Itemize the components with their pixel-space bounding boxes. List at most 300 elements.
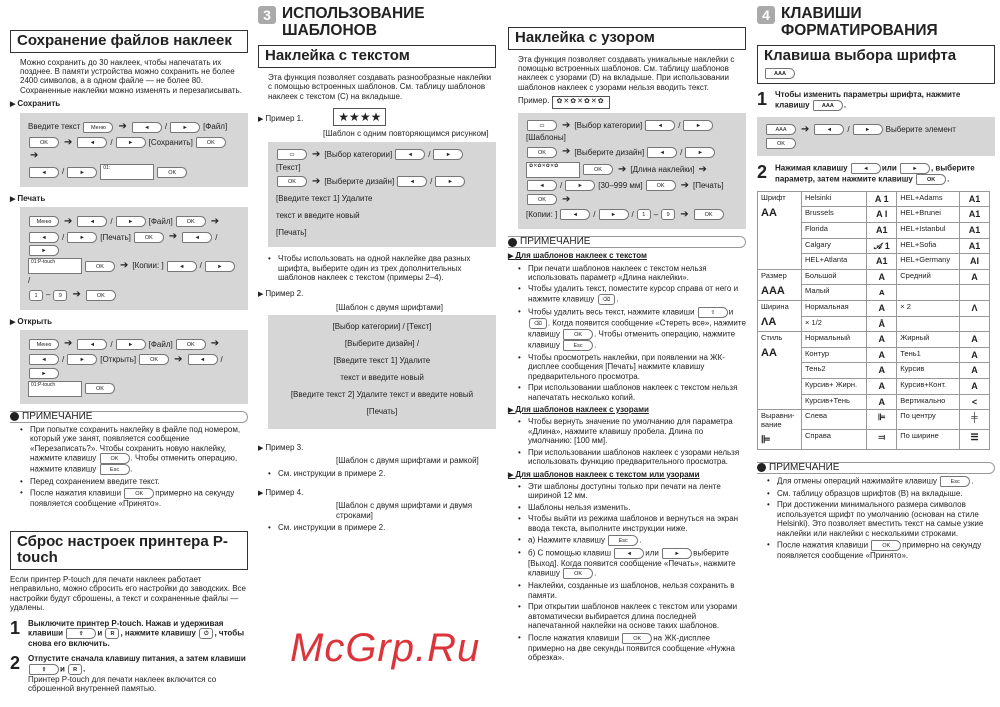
option-cell: Helsinki (802, 191, 867, 207)
key-right-icon: ► (900, 163, 930, 174)
table-row (758, 191, 990, 207)
arrow-icon: ➔ (64, 215, 73, 227)
option-cell: Calgary (802, 238, 867, 254)
text: Чтобы изменить параметры шрифта, нажмите клавишу (775, 90, 961, 110)
text: Эти шаблоны доступны только при печати на ленте шириной 12 мм. (528, 481, 721, 501)
key-ok-icon: OK (622, 633, 652, 644)
key-ok-icon: OK (134, 232, 164, 243)
table-row (758, 300, 990, 316)
sample-cell: < (960, 394, 990, 410)
key-right-icon: ► (599, 209, 629, 220)
note-item (518, 307, 746, 351)
key-backspace-icon: ⌫ (598, 294, 616, 305)
text: Перед сохранением введите текст. (30, 476, 160, 486)
step-1-text (775, 90, 995, 110)
note-header: ПРИМЕЧАНИЕ (508, 236, 746, 248)
text: [30–999 мм] (598, 180, 643, 190)
category-cell: Стиль AA (758, 332, 802, 410)
sequence-row (28, 231, 240, 256)
text: Выключите принтер P-touch. Нажав и удерживая клавиши (28, 618, 224, 638)
text: . Когда появится сообщение «Стереть все», нажмите клавишу (528, 318, 746, 339)
note-header: ПРИМЕЧАНИЕ (10, 411, 248, 423)
category-cell: Шрифт AA (758, 191, 802, 269)
option-cell: Нормальный (802, 332, 867, 348)
key-ok-icon: OK (157, 167, 187, 178)
sequence-row (276, 149, 488, 172)
text: / (847, 125, 850, 135)
sequence-row (526, 207, 738, 222)
arrow-icon: ➔ (120, 260, 129, 272)
example-3: ▶ Пример 3. (258, 443, 496, 453)
sequence-row (276, 390, 488, 405)
key-right-icon: ► (435, 176, 465, 187)
sequence-row (276, 322, 488, 337)
text: При попытке сохранить наклейку в файле под номером, который уже занят, появляется сообщение «Перезаписать?». Чтобы сохранить новую наклейку, нажмите клавишу (30, 424, 241, 463)
option-cell (897, 285, 960, 301)
text: и (728, 307, 734, 317)
text: Выберите элемент (885, 125, 956, 135)
watermark: McGrp.Ru (290, 626, 481, 670)
key-right-icon: ► (67, 232, 97, 243)
key-меню-icon: Меню (83, 122, 113, 133)
key-right-icon: ► (685, 147, 715, 158)
text: [Печать] (366, 407, 398, 417)
category-icon: ⊫ (761, 433, 771, 446)
text: [Выберите дизайн] (324, 176, 395, 186)
option-cell: Нормальная (802, 300, 867, 316)
text: [Текст] (276, 162, 301, 172)
key-left-icon: ◄ (29, 232, 59, 243)
key-left-icon: ◄ (132, 122, 162, 133)
key-1-icon: 1 (637, 209, 651, 220)
key-left-icon: ◄ (614, 548, 644, 559)
arrow-icon: ➔ (312, 148, 321, 160)
option-cell: HEL+Atlanta (802, 254, 867, 270)
key-ok-icon: OK (583, 164, 613, 175)
section-title: Сохранение файлов наклеек (10, 30, 248, 53)
sample-cell: ⊫ (867, 410, 897, 430)
sequence-row (276, 191, 488, 206)
arrow-icon: ➔ (72, 289, 81, 301)
key-shift-icon: ⇧ (698, 307, 728, 318)
sample-cell: 𝒜 1 (867, 238, 897, 254)
note-item (518, 503, 746, 512)
text: / (631, 210, 634, 220)
key-right-icon: ► (116, 339, 146, 350)
note-item (518, 383, 746, 402)
sample-cell: A1 (867, 254, 897, 270)
text: Для отмены операций нажимайте клавишу (777, 476, 937, 486)
key-ok-icon: OK (196, 137, 226, 148)
table-row (758, 410, 990, 430)
key-меню-icon: Меню (29, 216, 59, 227)
sample-cell: A1 (867, 222, 897, 238)
key-sequence (268, 315, 496, 429)
arrow-icon: ➔ (562, 119, 571, 131)
lcd-display: 01: (100, 164, 154, 180)
step-2-text (775, 163, 995, 185)
text: / (680, 147, 683, 157)
arrow-icon: ➔ (174, 353, 183, 365)
text: . (971, 476, 974, 486)
key-left-icon: ◄ (560, 209, 590, 220)
text: . Чтобы отменить операцию, нажмите клавишу (528, 329, 736, 350)
category-cell: Ширина ΛA (758, 300, 802, 331)
note-item (518, 548, 746, 579)
arrow-icon: ➔ (210, 338, 220, 350)
sample-cell: A1 (960, 238, 990, 254)
option-cell: Справа (802, 430, 867, 450)
key-left-icon: ◄ (527, 180, 557, 191)
key-right-icon: ► (67, 354, 97, 365)
sequence-row (526, 180, 738, 206)
sequence-row (28, 381, 240, 397)
text: При печати шаблонов наклеек с текстом нельзя использовать параметр «Длина наклейки». (528, 263, 707, 283)
key-right-icon: ► (170, 122, 200, 133)
table-row (758, 269, 990, 285)
sample-cell: A I (867, 207, 897, 223)
text: / (110, 137, 113, 147)
key-left-icon: ◄ (77, 339, 107, 350)
sample-cell: A1 (960, 191, 990, 207)
arrow-icon: ➔ (64, 136, 73, 148)
key-left-icon: ◄ (851, 163, 881, 174)
sequence-row (28, 137, 240, 163)
note-item (518, 448, 746, 467)
text: / (199, 261, 202, 271)
text: / (593, 210, 596, 220)
sample-cell: A (867, 300, 897, 316)
option-cell: × 2 (897, 300, 960, 316)
example-caption: [Шаблон с двумя шрифтами] (336, 302, 443, 312)
text: [Файл] (148, 339, 173, 349)
option-cell: По ширине (897, 430, 960, 450)
key-ok-icon: OK (694, 209, 724, 220)
key-9-icon: 9 (53, 290, 67, 301)
note-item (20, 488, 248, 508)
text: – (653, 210, 659, 220)
text: . (594, 340, 597, 350)
option-cell: Средний (897, 269, 960, 285)
text: [Введите текст 2] Удалите текст и введите новый (290, 390, 474, 400)
sample-cell (960, 285, 990, 301)
text: [Выберите дизайн] / (344, 339, 420, 349)
option-cell: Большой (802, 269, 867, 285)
text: [Выберите дизайн] (574, 147, 645, 157)
text: При открытии шаблонов наклеек с текстом или узорами автоматически выбирается длина последней напечатанной наклейки на основе таких шаблонов. (528, 602, 738, 631)
text: Чтобы удалить текст, поместите курсор справа от него и нажмите клавишу (528, 284, 739, 304)
note-item (767, 500, 995, 538)
arrow-icon: ➔ (698, 163, 707, 175)
key-sequence (20, 330, 248, 404)
note-icon (10, 412, 19, 421)
text: Чтобы выйти из режима шаблонов и вернуться на экран ввода текста, выполните инструкции ниже. (528, 514, 739, 533)
text: / (678, 120, 681, 130)
note-group-title: ▶ Для шаблонов наклеек с текстом или узорами (508, 470, 746, 480)
text: [Копии: ] (132, 261, 164, 271)
key-sequence (20, 113, 248, 188)
text: [Печать] (276, 227, 307, 237)
key-esc-icon: Esc (563, 340, 593, 351)
text: или (881, 163, 897, 173)
option-cell: HEL+Istanbul (897, 222, 960, 238)
key-esc-icon: Esc (940, 476, 970, 487)
key-ok-icon: OK (176, 216, 206, 227)
key-ok-icon: OK (527, 147, 557, 158)
option-cell: По центру (897, 410, 960, 430)
section-title: Наклейка с текстом (258, 45, 496, 68)
text: . Чтобы отменить операцию, нажмите клавишу (30, 453, 238, 474)
text: [Шаблоны] (526, 133, 566, 143)
category-icon: AA (761, 206, 777, 219)
note-item (20, 425, 248, 475)
sample-cell: A (960, 363, 990, 379)
key-ok-icon: OK (563, 329, 593, 340)
option-cell: Курсив+Тень (802, 394, 867, 410)
note-item (518, 514, 746, 533)
text: и (60, 664, 65, 674)
key-ok-icon: OK (85, 261, 115, 272)
text: . (843, 100, 847, 110)
option-cell: Florida (802, 222, 867, 238)
arrow-icon: ➔ (64, 338, 73, 350)
text: При использовании шаблонов наклеек с текстом нельзя напечатать несколько копий. (528, 383, 738, 402)
text: При использовании шаблонов наклеек с узорами нельзя использовать функцию предварительного просмотра. (528, 447, 740, 467)
text: Чтобы удалить весь текст, нажмите клавиши (528, 307, 695, 317)
text: [Открыть] (100, 355, 137, 364)
key-right-icon: ► (67, 167, 97, 178)
key-r-icon: R (105, 628, 119, 639)
note-group-title: ▶ Для шаблонов наклеек с узорами (508, 405, 746, 415)
key-ok-icon: OK (139, 354, 169, 365)
key-template-icon: ▭ (277, 149, 307, 160)
option-cell: Курсив (897, 363, 960, 379)
arrow-icon: ➔ (30, 150, 39, 162)
key-ok-icon: OK (85, 383, 115, 394)
text: [Сохранить] (148, 137, 193, 147)
intro-text: Эта функция позволяет создавать разнообразные наклейки с помощью встроенных шаблонов. См. таблицу шаблонов наклеек с текстом (C) на вкладыше. (268, 72, 492, 101)
pattern-sample-image: ✿✕✿✕✿✕✿ (552, 96, 610, 108)
key-power-icon: ⏻ (199, 628, 213, 639)
key-right-icon: ► (853, 124, 883, 135)
example-4: ▶ Пример 4. (258, 488, 496, 498)
key-ok-icon: OK (563, 568, 593, 579)
key-right-icon: ► (683, 120, 713, 131)
option-cell: Курсив+Конт. (897, 379, 960, 395)
option-cell: Слева (802, 410, 867, 430)
key-ok-icon: OK (871, 540, 901, 551)
font-key: AAA (765, 68, 795, 79)
arrow-icon: ➔ (680, 208, 689, 220)
key-left-icon: ◄ (167, 261, 197, 272)
text: См. таблицу образцов шрифтов (B) на вкладыше. (777, 488, 963, 498)
text: [Выбор категории] / [Текст] (332, 322, 432, 332)
text: [Копии: ] (526, 210, 558, 220)
option-cell: HEL+Brunei (897, 207, 960, 223)
note-item (518, 264, 746, 283)
text: , нажмите клавишу (120, 628, 196, 638)
reset-intro: Если принтер P-touch для печати наклеек работает неправильно, можно сбросить его настройки до заводских. Все настройки будут сброшены, а текст и сохраненные файлы — удалены. (10, 574, 246, 613)
text: / (110, 217, 113, 227)
font-settings-table (757, 191, 990, 450)
sequence-row (28, 258, 240, 285)
sample-cell: A (960, 347, 990, 363)
text: . (616, 294, 619, 304)
example-caption: [Шаблон с двумя шрифтами и рамкой] (336, 456, 479, 466)
note-item (518, 417, 746, 445)
note-item (767, 489, 995, 498)
example-caption: [Шаблон с одним повторяющимся рисунком] (323, 129, 489, 139)
column-save-reset (10, 0, 248, 700)
text: / (62, 355, 65, 364)
sequence-row (276, 356, 488, 371)
step: 1 Выключите принтер P-touch. Нажав и удерживая клавиши ⇧ и R , нажмите клавишу ⏻ , чтобы снова его включить. (10, 617, 245, 648)
sample-cell: A (960, 332, 990, 348)
text: [Длина наклейки] (630, 165, 695, 175)
key-shift-icon: ⇧ (66, 628, 96, 639)
text: . (947, 174, 950, 184)
text: [Выбор категории] (574, 120, 643, 130)
text: / (110, 339, 113, 349)
text: Шаблоны нельзя изменить. (528, 502, 631, 512)
option-cell: Малый (802, 285, 867, 301)
column-pattern-templates (508, 0, 746, 664)
sample-cell: A (960, 269, 990, 285)
arrow-icon: ➔ (801, 123, 810, 135)
intro-text: Можно сохранить до 30 наклеек, чтобы напечатать их позднее. В памяти устройства можно сохранить не более 2400 символов, а в одном файле — не более 80. Сохраненные наклейки можно изменять и перезаписывать. (20, 57, 242, 95)
option-cell (897, 316, 960, 332)
text: Отпустите сначала клавишу питания, а затем клавиши (28, 654, 246, 664)
key-esc-icon: Esc (100, 464, 130, 475)
arrow-icon: ➔ (618, 163, 627, 175)
key-right-icon: ► (433, 149, 463, 160)
option-cell: HEL+Sofia (897, 238, 960, 254)
option-cell: × 1/2 (802, 316, 867, 332)
note-item (518, 581, 746, 600)
chapter-heading: 4 КЛАВИШИ ФОРМАТИРОВАНИЯ (757, 6, 995, 39)
sample-cell: A (867, 269, 897, 285)
note-item (518, 482, 746, 501)
key-left-icon: ◄ (395, 149, 425, 160)
option-cell: Жирный (897, 332, 960, 348)
sequence-row (28, 354, 240, 379)
text: [Печать] (693, 180, 724, 190)
key-left-icon: ◄ (647, 147, 677, 158)
sample-cell: A1 (960, 222, 990, 238)
option-cell: Контур (802, 347, 867, 363)
text: на ЖК-дисплее примерно на две секунды появится сообщение «Нужна обрезка». (528, 633, 735, 663)
text: / (430, 176, 433, 186)
sample-cell: AI (960, 254, 990, 270)
sequence-row (765, 124, 987, 149)
sequence-row (28, 337, 240, 352)
example-2: ▶ Пример 2. (258, 289, 496, 299)
key-ok-icon: OK (766, 138, 796, 149)
key-ok-icon: OK (916, 174, 946, 185)
category-icon: AA (761, 347, 777, 360)
sample-cell: A (867, 332, 897, 348)
note-item: • Чтобы использовать на одной наклейке два разных шрифта, выберите один из трех дополнительных шаблонов наклеек с текстом (примеры 2–4). (268, 254, 496, 282)
note-group-title: ▶ Для шаблонов наклеек с текстом (508, 251, 746, 261)
sample-cell: A (867, 347, 897, 363)
arrow-icon: ➔ (118, 121, 127, 133)
sequence-row (28, 164, 240, 180)
text: / (62, 232, 65, 242)
step-result: Принтер P-touch для печати наклеек включится со сброшенной внутренней памятью. (28, 674, 217, 694)
text: – (46, 290, 51, 300)
text: [Файл] (148, 217, 173, 227)
note-item (518, 284, 746, 304)
sequence-row (276, 174, 488, 189)
key-ok-icon: OK (86, 290, 116, 301)
key-backspace-icon: ⌫ (529, 318, 547, 329)
category-cell: Размер AAA (758, 269, 802, 300)
key-shift-icon: ⇧ (29, 664, 59, 675)
text: Нажимая клавишу (775, 163, 848, 173)
key-template-icon: ▭ (527, 120, 557, 131)
note-item (518, 633, 746, 663)
text: Наклейки, созданные из шаблонов, нельзя сохранить в памяти. (528, 581, 735, 600)
text: Чтобы просмотреть наклейки, при появлении на ЖК-дисплее сообщения [Печать] нажмите клавишу предварительного просмотра. (528, 352, 725, 381)
text: . (639, 535, 642, 545)
key-left-icon: ◄ (182, 232, 212, 243)
key-ok-icon: OK (277, 176, 307, 187)
key-right-icon: ► (29, 368, 59, 379)
sample-cell: A (867, 379, 897, 395)
key-left-icon: ◄ (188, 354, 218, 365)
text: После нажатия клавиши (30, 488, 122, 498)
chapter-number: 4 (757, 6, 775, 24)
key-ok-icon: OK (124, 488, 154, 499)
note-list (20, 425, 248, 509)
section-title: Наклейка с узором (508, 27, 746, 50)
key-9-icon: 9 (661, 209, 675, 220)
note-item: • См. инструкции в примере 2. (268, 469, 496, 478)
sequence-row (526, 145, 738, 160)
arrow-icon: ➔ (168, 231, 178, 243)
lcd-display: ✿✕✿✕✿✕✿ (526, 162, 580, 178)
text: или (645, 548, 659, 558)
key-ok-icon: OK (100, 453, 130, 464)
sample-cell: A (867, 394, 897, 410)
key-left-icon: ◄ (814, 124, 844, 135)
key-ok-icon: OK (527, 194, 557, 205)
option-cell: Тень1 (897, 347, 960, 363)
key-left-icon: ◄ (29, 354, 59, 365)
sample-cell: Å (867, 316, 897, 332)
text: примерно на секунду появляется сообщение «Принято». (30, 488, 235, 509)
sequence-row (276, 208, 488, 223)
note-item (518, 602, 746, 630)
key-esc-icon: Esc (608, 535, 638, 546)
text: а) Нажмите клавишу (528, 535, 605, 545)
text: [Выбор категории] (324, 150, 393, 160)
key-ok-icon: OK (29, 137, 59, 148)
example-caption: [Шаблон с двумя шрифтами и двумя строками] (336, 501, 473, 520)
column-text-templates (258, 0, 496, 535)
text: . (130, 464, 133, 474)
note-header: ПРИМЕЧАНИЕ (757, 462, 995, 474)
example-1: ▶ Пример 1. ★★★★ (258, 108, 496, 126)
sample-cell: A 1 (867, 191, 897, 207)
text: / (220, 355, 223, 364)
key-sequence (518, 113, 746, 230)
note-item (518, 535, 746, 546)
key-ok-icon: OK (176, 339, 206, 350)
sample-cell: A (867, 363, 897, 379)
sample-cell: ☰ (960, 430, 990, 450)
text: / (560, 180, 563, 190)
